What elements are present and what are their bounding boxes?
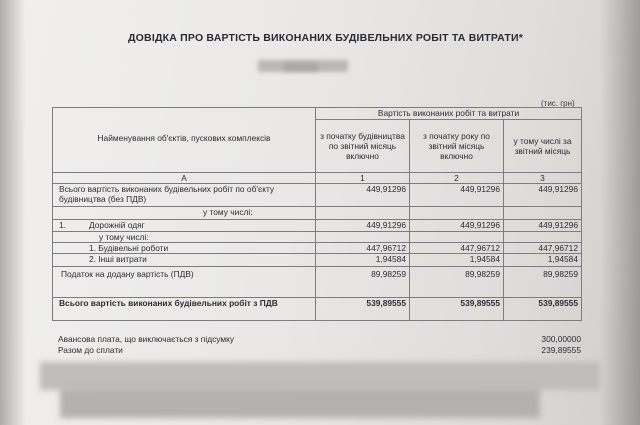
letter-1: 1: [316, 173, 410, 184]
table-row: [53, 267, 582, 298]
header-name-text: Найменування об'єктів, пускових комплексів: [97, 133, 271, 143]
row-label: 1. Будівельні роботи: [53, 243, 316, 254]
header-col3: у тому числі за звітний місяць: [504, 119, 582, 172]
total-label: Разом до сплати: [58, 345, 123, 355]
row-number: 1.: [59, 220, 66, 230]
table-letter-row: [53, 173, 582, 184]
header-name: [53, 108, 316, 173]
row-label-text: Дорожній одяг: [89, 220, 145, 230]
row-label: у тому числі:: [53, 207, 316, 220]
row-value: 449,91296: [504, 184, 582, 207]
row-value: 1,94584: [316, 254, 410, 267]
row-value: 89,98259: [316, 267, 410, 298]
row-label: Всього вартість виконаних будівельних робіт з ПДВ: [53, 298, 316, 321]
row-label: Податок на додану вартість (ПДВ): [53, 267, 316, 298]
row-label: [53, 220, 316, 232]
row-value: 539,89555: [316, 298, 410, 321]
advance-value: 300,00000: [541, 334, 581, 344]
header-col1: з початку будівництва по звітний місяць включно: [316, 119, 410, 172]
row-label: Всього вартість виконаних будівельних робіт по об'єкту будівництва (без ПДВ): [53, 184, 316, 207]
row-value: 449,91296: [316, 220, 410, 232]
unit-label: (тис. грн): [541, 99, 575, 108]
table-row: [53, 232, 582, 243]
row-value: 89,98259: [504, 267, 582, 298]
redacted-date-part: [284, 63, 318, 71]
document-title: ДОВІДКА ПРО ВАРТІСТЬ ВИКОНАНИХ БУДІВЕЛЬНИХ РОБІТ ТА ВИТРАТИ*: [128, 32, 524, 44]
redacted-footer-2: [60, 388, 540, 418]
cost-table: [52, 107, 582, 321]
redacted-footer-1: [40, 362, 600, 390]
header-group: Вартість виконаних робіт та витрати: [316, 108, 582, 120]
page-shadow-left: [0, 0, 26, 425]
advance-label: Авансова плата, що виключається з підсумку: [58, 334, 235, 344]
row-value: 449,91296: [316, 184, 410, 207]
row-value: 1,94584: [410, 254, 504, 267]
row-label: 2. Інші витрати: [53, 254, 316, 267]
letter-3: 3: [504, 173, 582, 184]
row-value: 539,89555: [504, 298, 582, 321]
row-value: 447,96712: [504, 243, 582, 254]
row-value: 449,91296: [410, 184, 504, 207]
table-row: [53, 220, 582, 232]
row-value: 539,89555: [410, 298, 504, 321]
header-col2: з початку року по звітний місяць включно: [410, 119, 504, 172]
table-header-row: [53, 108, 582, 120]
table-row: [53, 243, 582, 254]
row-value: 1,94584: [504, 254, 582, 267]
table-row: [53, 254, 582, 267]
table-row: [53, 184, 582, 207]
table-row: [53, 207, 582, 220]
row-value: 447,96712: [410, 243, 504, 254]
row-value: 89,98259: [410, 267, 504, 298]
page-shadow-right: [600, 0, 640, 425]
row-value: 447,96712: [316, 243, 410, 254]
total-value: 239,89555: [541, 345, 581, 355]
row-value: 449,91296: [504, 220, 582, 232]
letter-2: 2: [410, 173, 504, 184]
table-row: [53, 298, 582, 321]
row-label: у тому числі:: [53, 232, 316, 243]
letter-a: A: [53, 173, 316, 184]
row-value: 449,91296: [410, 220, 504, 232]
